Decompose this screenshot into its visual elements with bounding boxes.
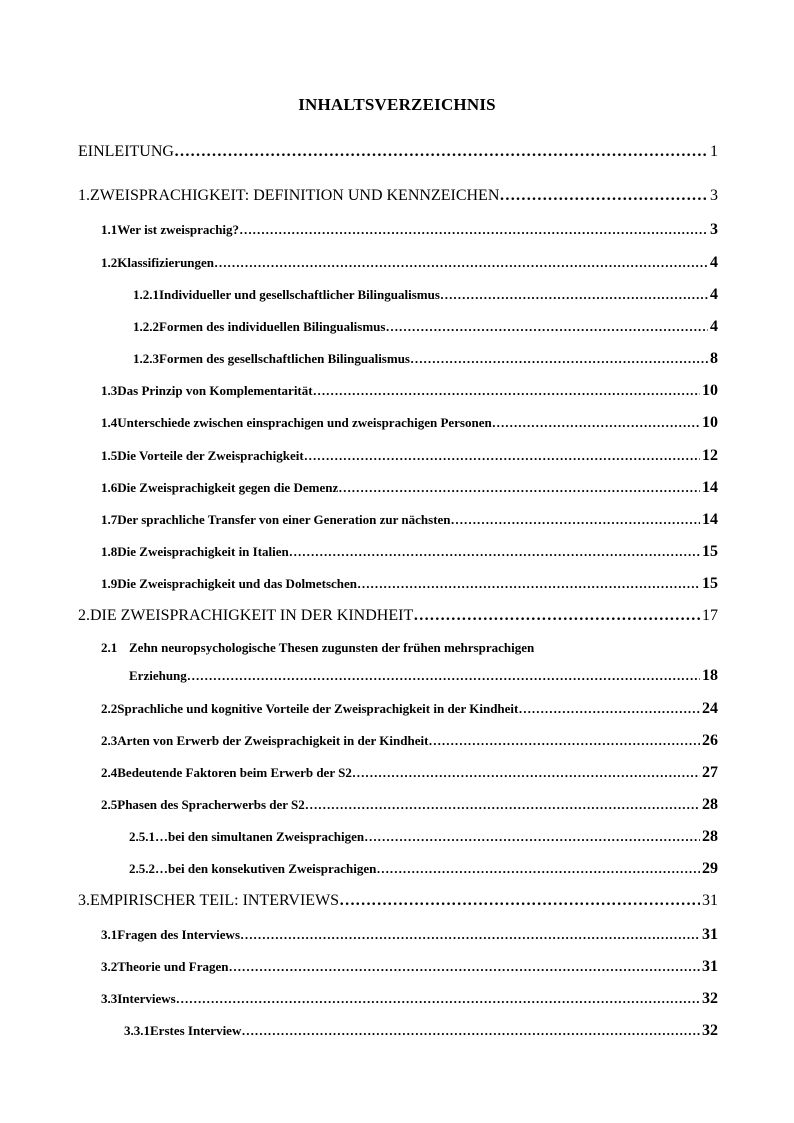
toc-entry-number: 1.2	[101, 255, 118, 270]
dot-leader	[413, 607, 700, 625]
toc-entry-page: 18	[702, 667, 718, 684]
toc-entry-page: 12	[702, 447, 718, 464]
dot-leader	[305, 797, 700, 813]
toc-entry-section-2-5[interactable]	[101, 796, 718, 814]
dot-leader	[428, 733, 700, 749]
toc-entry-section-1-2-2[interactable]	[133, 318, 718, 336]
toc-entry-label: Die Zweisprachigkeit und das Dolmetschen	[117, 576, 358, 591]
toc-entry-label: Formen des gesellschaftlichen Bilingualismus	[159, 351, 410, 366]
toc-entry-chapter-2[interactable]	[78, 607, 718, 625]
toc-entry-label: Arten von Erwerb der Zweisprachigkeit in der Kindheit	[117, 733, 429, 748]
toc-entry-number: 1.5	[101, 448, 118, 463]
dot-leader	[289, 544, 700, 560]
toc-entry-label: Wer ist zweisprachig?	[117, 222, 240, 237]
toc-entry-section-1-7[interactable]	[101, 511, 718, 529]
toc-entry-number: 1.8	[101, 544, 118, 559]
toc-entry-section-2-5-2[interactable]	[129, 860, 718, 878]
toc-entry-number: 3.3.1	[124, 1023, 150, 1038]
toc-entry-page: 3	[710, 221, 718, 238]
toc-entry-section-1-3[interactable]	[101, 382, 718, 400]
dot-leader	[339, 892, 700, 910]
toc-title: INHALTSVERZEICHNIS	[298, 95, 496, 114]
toc-entry-section-2-5-1[interactable]	[129, 828, 718, 846]
toc-entry-page: 24	[702, 700, 718, 717]
dot-leader	[241, 1023, 700, 1039]
toc-entry-page: 32	[702, 990, 718, 1007]
toc-entry-page: 4	[710, 254, 718, 271]
dot-leader	[338, 480, 700, 496]
dot-leader	[385, 319, 708, 335]
toc-entry-section-1-6[interactable]	[101, 479, 718, 497]
toc-entry-number: 2.	[78, 607, 90, 624]
toc-entry-number: 3.3	[101, 991, 118, 1006]
dot-leader	[174, 143, 708, 161]
toc-entry-number: 2.1	[101, 640, 118, 655]
toc-entry-section-3-1[interactable]	[101, 926, 718, 944]
toc-entry-label: …bei den simultanen Zweisprachigen	[155, 829, 365, 844]
toc-entry-section-3-2[interactable]	[101, 958, 718, 976]
toc-entry-page: 4	[710, 286, 718, 303]
toc-entry-section-2-4[interactable]	[101, 764, 718, 782]
toc-entry-page: 4	[710, 318, 718, 335]
dot-leader	[440, 287, 708, 303]
toc-entry-label: Der sprachliche Transfer von einer Generation zur nächsten	[117, 512, 451, 527]
toc-entry-page: 14	[702, 511, 718, 528]
toc-entry-number: 1.4	[101, 415, 118, 430]
dot-leader	[376, 861, 700, 877]
toc-entry-section-1-2[interactable]	[101, 254, 718, 272]
toc-entry-section-1-8[interactable]	[101, 543, 718, 561]
toc-entry-page: 31	[702, 926, 718, 943]
toc-entry-number: 2.5.2	[129, 861, 155, 876]
toc-entry-label: …bei den konsekutiven Zweisprachigen	[155, 861, 377, 876]
toc-entry-page: 28	[702, 796, 718, 813]
toc-entry-label: Zehn neuropsychologische Thesen zugunsten der frühen mehrsprachigen	[129, 640, 535, 655]
toc-entry-section-2-3[interactable]	[101, 732, 718, 750]
toc-entry-section-1-5[interactable]	[101, 447, 718, 465]
dot-leader	[499, 187, 708, 205]
toc-entry-number: 1.6	[101, 480, 118, 495]
toc-entry-number: 3.	[78, 892, 90, 909]
toc-entry-section-3-3-1[interactable]	[124, 1022, 718, 1040]
toc-entry-number: 1.1	[101, 222, 118, 237]
toc-entry-number: 1.3	[101, 383, 118, 398]
dot-leader	[228, 959, 700, 975]
dot-leader	[492, 415, 700, 431]
toc-entry-number: 1.2.2	[133, 319, 159, 334]
toc-entry-label: EINLEITUNG	[78, 143, 174, 160]
toc-entry-page: 27	[702, 764, 718, 781]
toc-entry-section-1-2-1[interactable]	[133, 286, 718, 304]
toc-entry-label: Interviews	[117, 991, 176, 1006]
toc-entry-section-2-1[interactable]	[129, 667, 718, 685]
toc-entry-label: EMPIRISCHER TEIL: INTERVIEWS	[90, 892, 340, 909]
toc-entry-section-2-1-first-line[interactable]	[101, 640, 534, 656]
toc-entry-label-continuation: Erziehung	[129, 668, 187, 683]
toc-entry-label: Klassifizierungen	[117, 255, 215, 270]
toc-entry-page: 3	[710, 187, 718, 204]
toc-entry-label: Unterschiede zwischen einsprachigen und zweisprachigen Personen	[117, 415, 492, 430]
toc-entry-page: 26	[702, 732, 718, 749]
toc-entry-page: 15	[702, 575, 718, 592]
toc-entry-number: 1.	[78, 187, 90, 204]
dot-leader	[240, 927, 700, 943]
toc-entry-label: Fragen des Interviews	[117, 927, 241, 942]
toc-entry-number: 3.2	[101, 959, 118, 974]
toc-entry-number: 1.7	[101, 512, 118, 527]
toc-entry-label: Formen des individuellen Bilingualismus	[159, 319, 386, 334]
dot-leader	[304, 448, 700, 464]
toc-entry-number: 1.9	[101, 576, 118, 591]
toc-entry-section-1-4[interactable]	[101, 414, 718, 432]
toc-entry-section-1-9[interactable]	[101, 575, 718, 593]
toc-entry-einleitung[interactable]	[78, 143, 718, 161]
toc-entry-label: Die Zweisprachigkeit gegen die Demenz	[117, 480, 339, 495]
toc-entry-page: 17	[702, 607, 718, 624]
toc-entry-number: 2.5.1	[129, 829, 155, 844]
toc-entry-page: 32	[702, 1022, 718, 1039]
toc-entry-page: 10	[702, 382, 718, 399]
dot-leader	[214, 255, 708, 271]
toc-entry-number: 2.2	[101, 701, 118, 716]
toc-entry-label: Das Prinzip von Komplementarität	[117, 383, 313, 398]
toc-entry-section-3-3[interactable]	[101, 990, 718, 1008]
toc-entry-label: Die Zweisprachigkeit in Italien	[117, 544, 289, 559]
dot-leader	[451, 512, 700, 528]
dot-leader	[518, 701, 700, 717]
toc-entry-label: Individueller und gesellschaftlicher Bilingualismus	[159, 287, 440, 302]
toc-entry-label: Phasen des Spracherwerbs der S2	[117, 797, 305, 812]
dot-leader	[313, 383, 700, 399]
toc-entry-number: 2.4	[101, 765, 118, 780]
toc-entry-number: 1.2.3	[133, 351, 159, 366]
toc-entry-page: 1	[710, 143, 718, 160]
toc-entry-chapter-3[interactable]	[78, 892, 718, 910]
toc-entry-label: Bedeutende Faktoren beim Erwerb der S2	[117, 765, 352, 780]
toc-entry-number: 3.1	[101, 927, 118, 942]
toc-entry-number: 1.2.1	[133, 287, 159, 302]
toc-entry-page: 28	[702, 828, 718, 845]
toc-entry-label: DIE ZWEISPRACHIGKEIT IN DER KINDHEIT	[90, 607, 414, 624]
toc-entry-page: 15	[702, 543, 718, 560]
toc-entry-page: 29	[702, 860, 718, 877]
dot-leader	[352, 765, 700, 781]
toc-entry-number: 2.5	[101, 797, 118, 812]
toc-entry-label: Erstes Interview	[150, 1023, 242, 1038]
toc-entry-page: 31	[702, 958, 718, 975]
toc-entry-page: 31	[702, 892, 718, 909]
toc-entry-chapter-1[interactable]	[78, 187, 718, 205]
toc-entry-section-1-1[interactable]	[101, 221, 718, 239]
toc-entry-page: 8	[710, 350, 718, 367]
toc-entry-label: Theorie und Fragen	[117, 959, 229, 974]
toc-entry-section-1-2-3[interactable]	[133, 350, 718, 368]
toc-entry-page: 14	[702, 479, 718, 496]
dot-leader	[410, 351, 708, 367]
dot-leader	[357, 576, 700, 592]
dot-leader	[176, 991, 700, 1007]
toc-entry-number: 2.3	[101, 733, 118, 748]
toc-entry-page: 10	[702, 414, 718, 431]
toc-entry-label: Die Vorteile der Zweisprachigkeit	[117, 448, 304, 463]
dot-leader	[239, 222, 708, 238]
dot-leader	[187, 668, 700, 684]
dot-leader	[364, 829, 700, 845]
toc-entry-label: Sprachliche und kognitive Vorteile der Zweisprachigkeit in der Kindheit	[117, 701, 519, 716]
toc-entry-section-2-2[interactable]	[101, 700, 718, 718]
toc-entry-label: ZWEISPRACHIGKEIT: DEFINITION UND KENNZEICHEN	[90, 187, 500, 204]
